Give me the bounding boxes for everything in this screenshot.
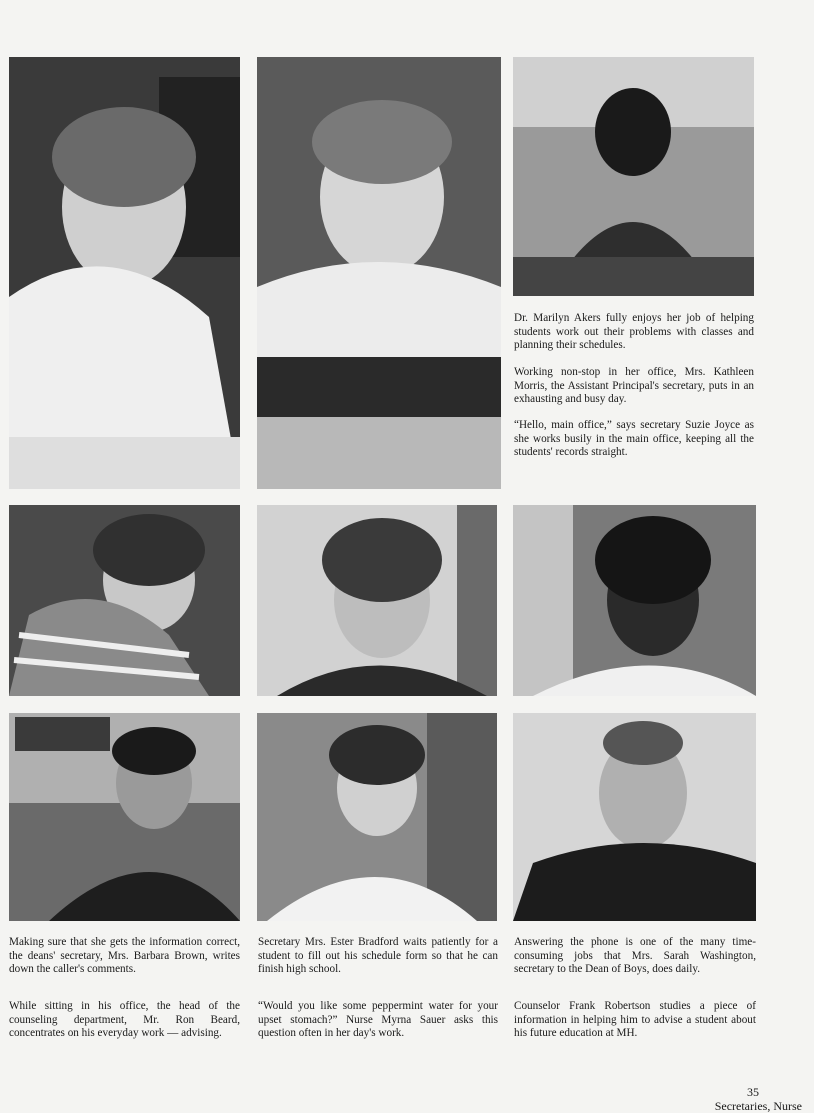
caption-ron-beard: While sitting in his office, the head of the counseling department, Mr. Ron Beard, concentrates on his everyday work — advising. [9, 1000, 240, 1039]
photo-myrna-sauer [257, 505, 497, 696]
caption-frank-robertson: Counselor Frank Robertson studies a piece of information in helping him to advise a student about his future education at MH. [514, 1000, 756, 1039]
photo-marilyn-akers-desk [513, 57, 754, 296]
caption-sarah-washington: Answering the phone is one of the many time-consuming jobs that Mrs. Sarah Washington, secretary to the Dean of Boys, does daily. [514, 936, 756, 975]
portrait-photo-icon [9, 505, 240, 696]
caption-barbara-brown: Making sure that she gets the information correct, the deans' secretary, Mrs. Barbara Brown, writes down the caller's comments. [9, 936, 240, 975]
portrait-photo-icon [513, 57, 754, 296]
portrait-photo-icon [257, 505, 497, 696]
portrait-photo-icon [513, 713, 756, 921]
portrait-photo-icon [257, 713, 497, 921]
caption-ester-bradford: Secretary Mrs. Ester Bradford waits patiently for a student to fill out his schedule form so that he can finish high school. [258, 936, 498, 975]
photo-ron-beard-office [9, 713, 240, 921]
photo-frank-robertson [513, 713, 756, 921]
photo-ester-bradford [257, 713, 497, 921]
photo-suzie-joyce-phone [9, 505, 240, 696]
section-label: Secretaries, Nurse [714, 1099, 802, 1113]
caption-kathleen-morris: Working non-stop in her office, Mrs. Kathleen Morris, the Assistant Principal's secretary, puts in an exhausting and busy day. [514, 366, 754, 405]
caption-suzie-joyce: “Hello, main office,” says secretary Suzie Joyce as she works busily in the main office, keeping all the students' records straight. [514, 419, 754, 458]
photo-sarah-washington-phone [513, 505, 756, 696]
caption-marilyn-akers: Dr. Marilyn Akers fully enjoys her job of helping students work out their problems with classes and planning their schedules. [514, 312, 754, 351]
portrait-photo-icon [9, 57, 240, 489]
photo-kathleen-morris-phone [257, 57, 501, 489]
portrait-photo-icon [257, 57, 501, 489]
portrait-photo-icon [513, 505, 756, 696]
photo-secretary-at-typewriter [9, 57, 240, 489]
page-number: 35 [747, 1085, 759, 1099]
caption-myrna-sauer: “Would you like some peppermint water for your upset stomach?” Nurse Myrna Sauer asks this question often in her day's work. [258, 1000, 498, 1039]
portrait-photo-icon [9, 713, 240, 921]
